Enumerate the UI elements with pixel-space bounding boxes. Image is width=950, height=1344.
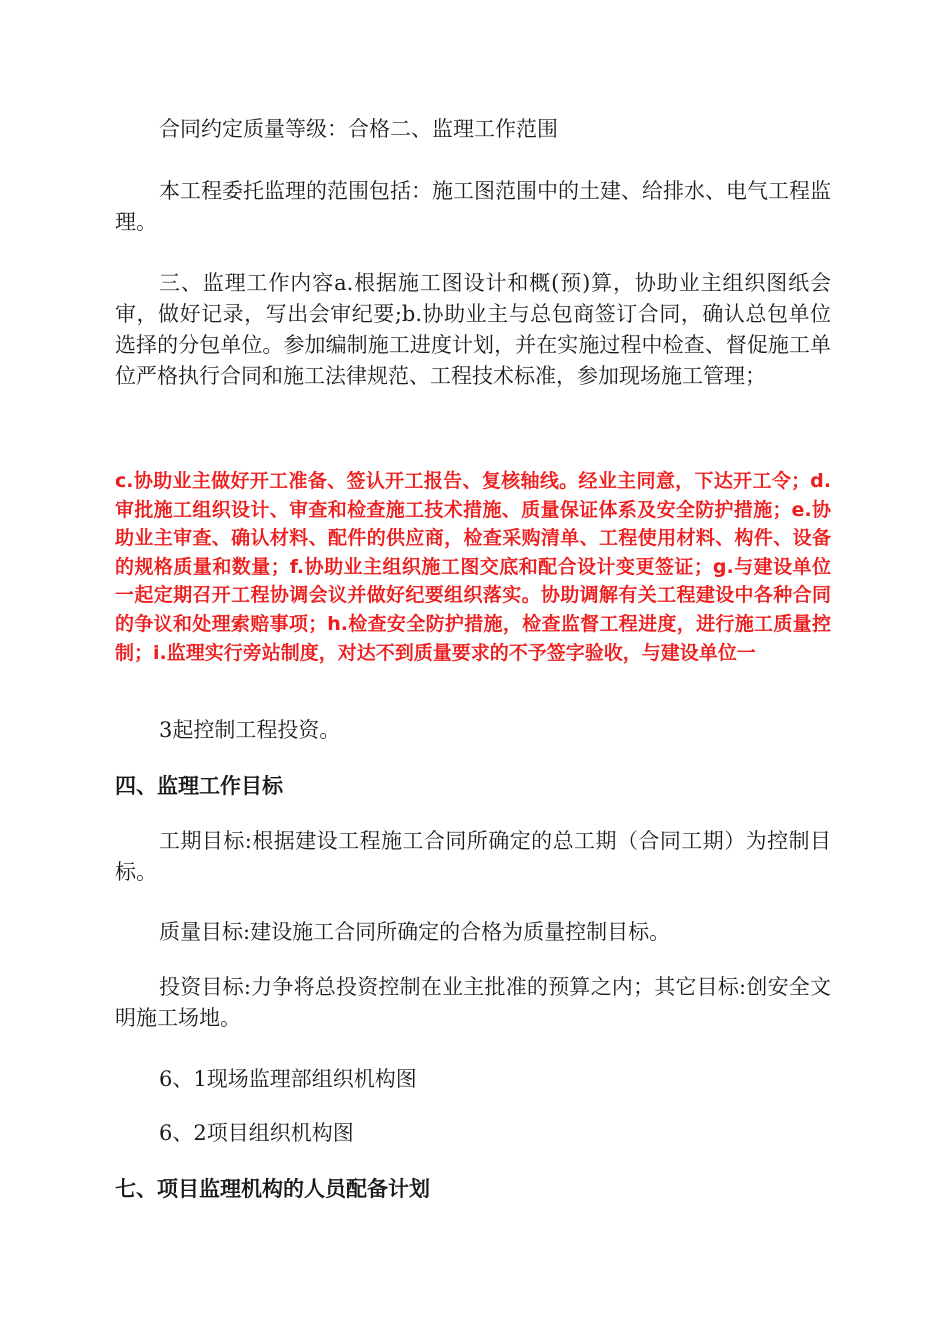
heading-work-goals: 四、监理工作目标 [115, 774, 283, 798]
paragraph-quality-grade: 合同约定质量等级：合格二、监理工作范围 [159, 117, 558, 141]
paragraph-investment-control: 3起控制工程投资。 [159, 718, 341, 742]
paragraph-scope: 本工程委托监理的范围包括：施工图范围中的土建、给排水、电气工程监理。 [115, 179, 831, 234]
list-item-6-1: 6、1现场监理部组织机构图 [159, 1067, 417, 1091]
list-item-6-2: 6、2项目组织机构图 [159, 1121, 354, 1145]
paragraph-investment-goal: 投资目标:力争将总投资控制在业主批准的预算之内；其它目标:创安全文明施工场地。 [115, 975, 831, 1030]
heading-staffing-plan: 七、项目监理机构的人员配备计划 [115, 1177, 430, 1201]
paragraph-quality-goal: 质量目标:建设施工合同所确定的合格为质量控制目标。 [159, 920, 671, 944]
paragraph-work-content: 三、监理工作内容a.根据施工图设计和概(预)算，协助业主组织图纸会审，做好记录，写出会审纪要;b.协助业主与总包商签订合同，确认总包单位选择的分包单位。参加编制施工进度计划，并在实施过程中检查、督促施工单位严格执行合同和施工法律规范、工程技术标准，参加现场施工管理； [115, 271, 831, 388]
paragraph-schedule-goal: 工期目标:根据建设工程施工合同所确定的总工期（合同工期）为控制目标。 [115, 829, 831, 884]
paragraph-work-content-highlighted: c.协助业主做好开工准备、签认开工报告、复核轴线。经业主同意，下达开工令；d.审批施工组织设计、审查和检查施工技术措施、质量保证体系及安全防护措施；e.协助业主审查、确认材料、配件的供应商，检查采购清单、工程使用材料、构件、设备的规格质量和数量；f.协助业主组织施工图交底和配合设计变更签证；g.与建设单位一起定期召开工程协调会议并做好纪要组织落实。协助调解有关工程建设中各种合同的争议和处理索赔事项；h.检查安全防护措施，检查监督工程进度，进行施工质量控制；i.监理实行旁站制度，对达不到质量要求的不予签字验收，与建设单位一 [115, 470, 831, 664]
